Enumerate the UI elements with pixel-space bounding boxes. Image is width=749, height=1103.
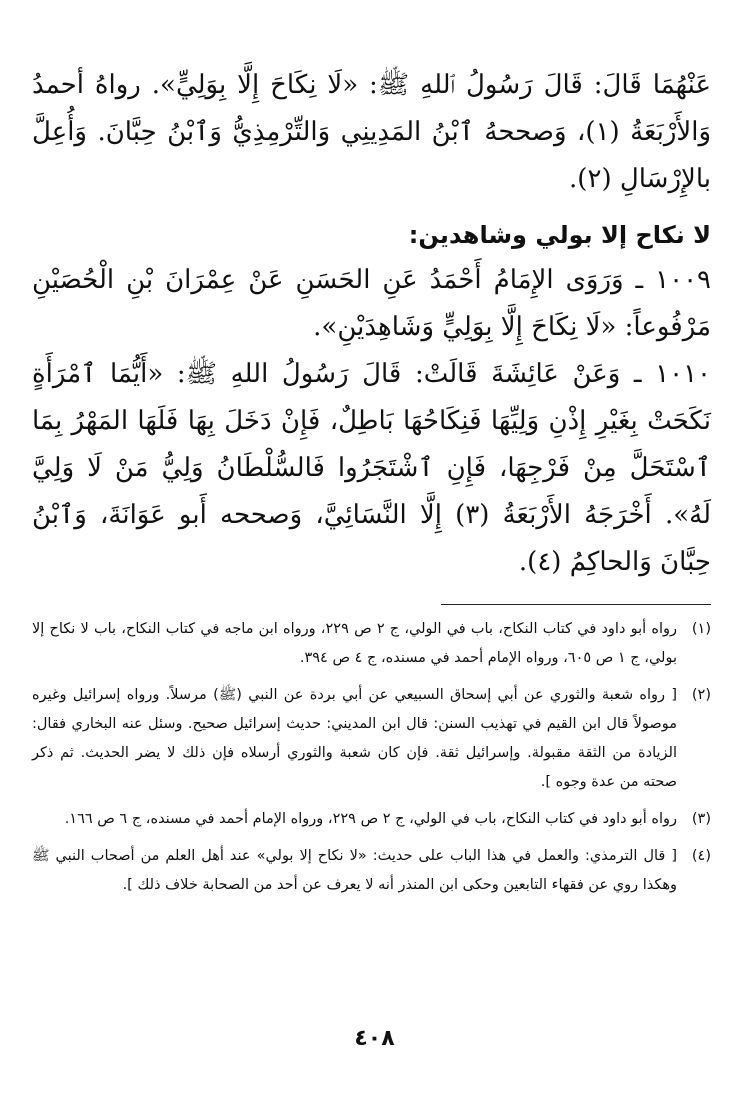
footnote-text: [ رواه شعبة والثوري عن أبي إسحاق السبيعي عن أبي بردة عن النبي (ﷺ) مرسلاً. ورواه إسرائيل وغيره موصولاً قال ابن القيم في تهذيب السنن: قال ابن المديني: حديث إسرائيل صحيح. وسئل عنه البخاري فقال: الزيادة من الثقة مقبولة. وإسرائيل ثقة. فإن كان شعبة والثوري أرسلاه فإن ذلك لا يضر الحديث. ثم ذكر صحته من عدة وجوه ]. [32, 687, 677, 790]
footnote-number: (٤) [691, 848, 711, 864]
footnote-separator [441, 604, 711, 605]
footnote-number: (٢) [691, 687, 711, 703]
footnote-3 [32, 805, 711, 834]
section-heading: لا نكاح إلا بولي وشاهدين: [408, 221, 711, 249]
book-page [32, 62, 711, 1083]
footnote-2 [32, 681, 711, 797]
body-paragraph-continuation: عَنْهُمَا قَالَ: قَالَ رَسُولُ ٱللهِ ﷺ: «لَا نِكَاحَ إِلَّا بِوَلِيٍّ». رواهُ أحمدُ وَالأَرْبَعَةُ (١)، وَصححهُ ٱبْنُ المَدِينِي وَالتِّرْمِذِيُّ وَٱبْنُ حِبَّانَ. وَأُعِلَّ بالإِرْسَالِ (٢). [32, 70, 711, 194]
footnote-4 [32, 842, 711, 900]
page-number: ٤٠٨ [354, 1026, 395, 1051]
footnote-number: (١) [691, 621, 711, 637]
footnote-1 [32, 615, 711, 673]
footnote-text: [ قال الترمذي: والعمل في هذا الباب على حديث: «لا نكاح إلا بولي» عند أهل العلم من أصحاب النبي ﷺ وهكذا روي عن فقهاء التابعين وحكى ابن المنذر أنه لا يعرف عن أحد من الصحابة خلاف ذلك ]. [32, 848, 677, 893]
footnote-text: رواه أبو داود في كتاب النكاح، باب في الولي، ج ٢ ص ٢٢٩، ورواه ابن ماجه في كتاب النكاح، باب لا نكاح إلا بولي، ج ١ ص ٦٠٥، ورواه الإمام أحمد في مسنده، ج ٤ ص ٣٩٤. [32, 621, 677, 666]
footnotes [32, 615, 711, 900]
hadith-1010: ١٠١٠ ـ وَعَنْ عَائِشَةَ قَالَتْ: قَالَ رَسُولُ اللهِ ﷺ: «أَيُّمَا ٱمْرَأَةٍ نَكَحَتْ بِغَيْرِ إِذْنِ وَلِيِّهَا فَنِكَاحُهَا بَاطِلٌ، فَإِنْ دَخَلَ بِهَا فَلَهَا المَهْرُ بِمَا ٱسْتَحَلَّ مِنْ فَرْجِهَا، فَإِنِ ٱشْتَجَرُوا فَالسُّلْطَانُ وَلِيُّ مَنْ لَا وَلِيَّ لَهُ». أَخْرَجَهُ الأَرْبَعَةُ (٣) إِلَّا النَّسَائِيَّ، وَصححه أَبو عَوَانَةَ، وَٱبْنُ حِبَّانَ وَالحاكِمُ (٤). [32, 359, 711, 577]
hadith-1009: ١٠٠٩ ـ وَرَوَى الإِمَامُ أَحْمَدُ عَنِ الحَسَنِ عَنْ عِمْرَانَ بْنِ الْحُصَيْنِ مَرْفُوعاً: «لَا نِكَاحَ إِلَّا بِوَلِيٍّ وَشَاهِدَيْنِ». [32, 265, 711, 342]
main-text [32, 62, 711, 586]
footnote-number: (٣) [691, 811, 711, 827]
footnote-text: رواه أبو داود في كتاب النكاح، باب في الولي، ج ٢ ص ٢٢٩، ورواه الإمام أحمد في مسنده، ج ٦ ص ١٦٦. [64, 811, 677, 827]
